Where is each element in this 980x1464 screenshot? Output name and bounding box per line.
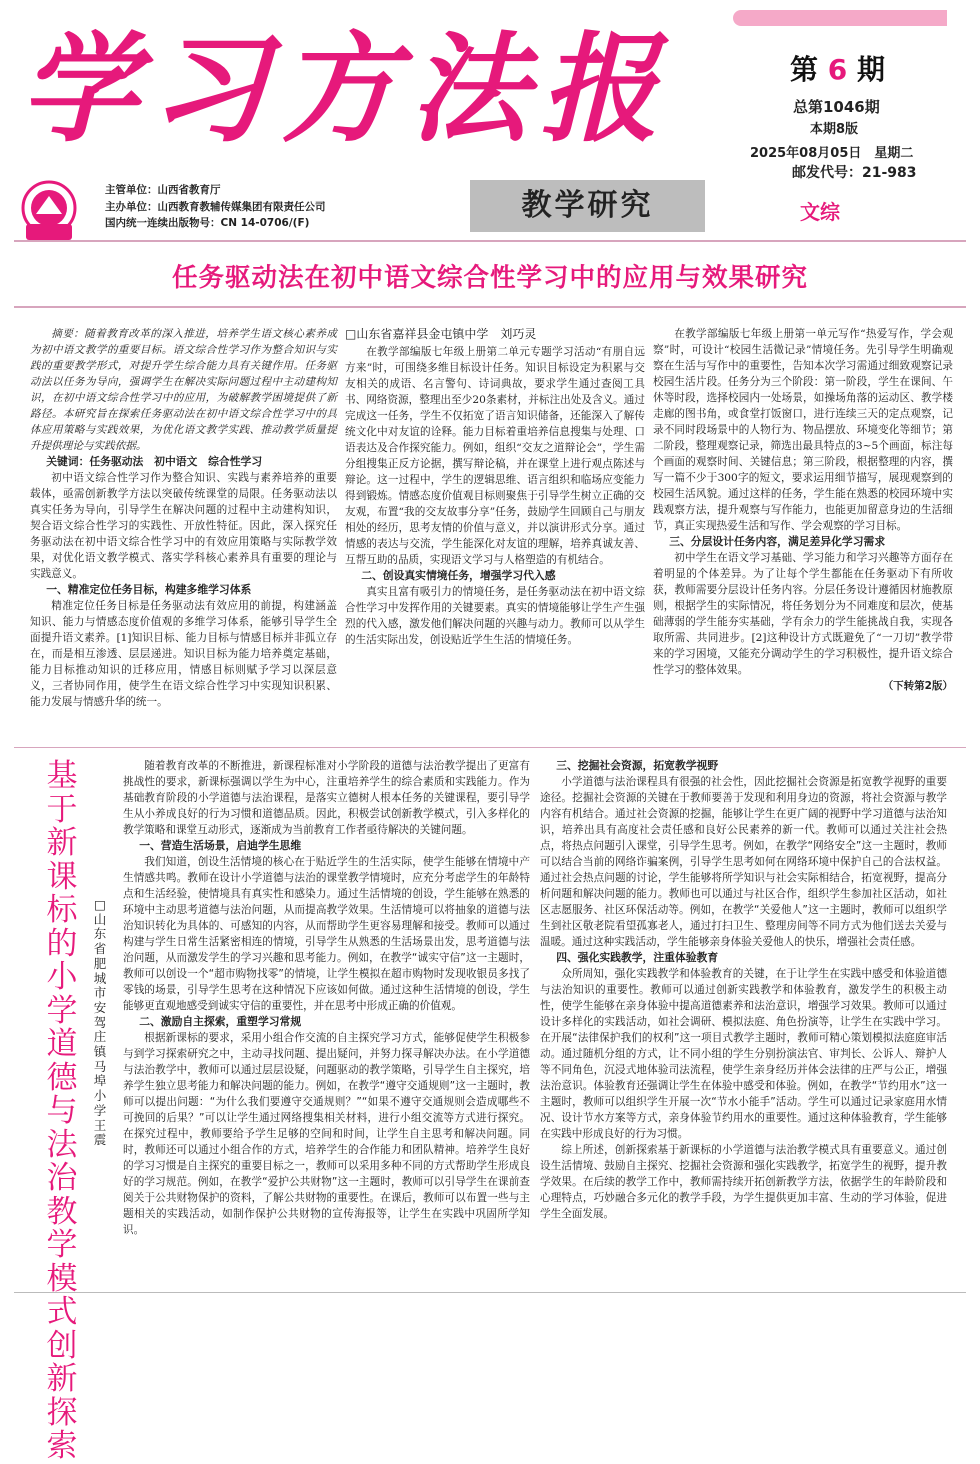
divider <box>14 240 966 242</box>
section-tag: 文综 <box>800 200 840 224</box>
article2-author: □山东省肥城市安驾庄镇马埠小学 王震 <box>93 897 119 1148</box>
org-line-issn: 国内统一连续出版物号：CN 14-0706/(F) <box>105 217 310 229</box>
article1-heading-3: 三、分层设计任务内容，满足差异化学习需求 <box>669 535 886 548</box>
article1-paragraph: 在教学部编版七年级上册第一单元写作“热爱写作，学会观察”时，可设计“校园生活微记录”情境任务。先引导学生明确观察在生活与写作中的重要性，告知本次学习需通过细致观察记录校园生活片段。任务分为三个阶段：第一阶段，学生在课间、午休等时段，选择校园内一处场景，如操场角落的运动区、教学楼走廊的图书角，或食堂打饭窗口，进行连续三天的定点观察，记录不同时段场景中的人物行为、物品摆放、环境变化等细节；第二阶段，整理观察记录，筛选出最具特点的3~5个画面，标注每个画面的观察时间、关键信息；第三阶段，根据整理的内容，撰写一篇不少于300字的短文，要求运用细节描写，展现观察到的校园生活风貌。通过这样的任务，学生能在熟悉的校园环境中实践观察方法，提升观察与写作能力，也能更加留意身边的生活细节，真正实现热爱生活和写作、学会观察的学习目标。 <box>653 328 953 532</box>
article2-paragraph: 根据新课标的要求，采用小组合作交流的自主探究学习方式，能够促使学生积极参与到学习探索研究之中，主动寻找问题、提出疑问，并努力探寻解决办法。在小学道德与法治教学中，教师可以通过层层设疑，问题驱动的教学策略，引导学生自主探究，培养学生独立思考能力和解决问题的能力。例如，在教学“遵守交通规则”这一主题时，教师可以提出问题：“为什么我们要遵守交通规则？”“如果不遵守交通规则会造成哪些不可挽回的后果？”可以让学生通过网络搜集相关材料，进行小组交流等方式进行探究。在探究过程中，教师要给予学生足够的空间和时间，让学生自主思考和解决问题。同时，教师还可以通过小组合作的方式，培养学生的合作能力和团队精神。培养学生良好的学习习惯是自主探究的重要目标之一，教师可以采用多种不同的方式帮助学生形成良好的学习规范。例如，在教学“爱护公共财物”这一主题时，教师可以引导学生在课前查阅关于公共财物保护的资料，了解公共财物的重要性。在课后，教师可以布置一些与主题相关的实践活动，如制作保护公共财物的宣传海报等，让学生在实践中巩固所学知识。 <box>123 1032 530 1236</box>
article2-column-2 <box>540 758 947 1222</box>
section-title: 教学研究 <box>470 180 705 232</box>
article1-abstract: 摘要：随着教育改革的深入推进，培养学生语文核心素养成为初中语文教学的重要目标。语文综合性学习作为整合知识与实践的重要教学形式，对提升学生综合能力具有关键作用。任务驱动法以任务为导向，强调学生在解决实际问题过程中主动建构知识，在初中语文综合性学习中的应用，为破解教学困境提供了新路径。本研究旨在探索任务驱动法在初中语文综合性学习中的具体应用策略与实践效果，为优化语文教学实践、推动教学质量提升提供理论与实践依据。 <box>30 328 337 452</box>
article2-intro: 随着教育改革的不断推进，新课程标准对小学阶段的道德与法治教学提出了更富有挑战性的要求，新课标强调以学生为中心，注重培养学生的综合素质和实践能力。作为基础教育阶段的小学道德与法治课程，是落实立德树人根本任务的关键课程，要引导学生从小养成良好的行为习惯和道德品质。因此，积极尝试创新教学模式，引入多样化的教学策略和课堂互动形式，逐渐成为当前教育工作者亟待解决的关键问题。 <box>123 760 530 836</box>
article1-column-3 <box>653 326 953 694</box>
issue-number: 第 6 期 <box>790 53 886 86</box>
article1-paragraph: 真实且富有吸引力的情境任务，是任务驱动法在初中语文综合性学习中发挥作用的关键要素。真实的情境能够让学生产生强烈的代入感，激发他们解决问题的兴趣与动力。教师可以从学生的生活实际出发，创设贴近学生生活的情境任务。 <box>345 586 645 646</box>
masthead-title: 学习方法报 <box>20 19 671 158</box>
continued-note: （下转第2版） <box>882 680 953 692</box>
article1-column-1 <box>30 326 337 710</box>
article1-paragraph: 精准定位任务目标是任务驱动法有效应用的前提，构建涵盖知识、能力与情感态度价值观的多维学习体系，能够引导学生全面提升语文素养。[1]知识目标、能力目标与情感目标并非孤立存在，而是相互渗透、层层递进。知识目标为能力培养奠定基础，能力目标推动知识的迁移应用，情感目标则赋予学习以深层意义，三者协同作用，使学生在语文综合性学习中实现知识积累、能力发展与情感升华的统一。 <box>30 600 337 708</box>
article1-heading-1: 一、精准定位任务目标，构建多维学习体系 <box>46 583 252 596</box>
article2-paragraph: 小学道德与法治课程具有很强的社会性，因此挖掘社会资源是拓宽教学视野的重要途径。挖掘社会资源的关键在于教师要善于发现和利用身边的资源，将社会资源与教学内容有机结合。通过社会资源的挖掘，能够让学生在更广阔的视野中学习道德与法治知识，培养出具有高度社会责任感和良好公民素养的新一代。教师可以通过关注社会热点，将热点问题引入课堂，引导学生思考。例如，在教学“网络安全”这一主题时，教师可以结合当前的网络诈骗案例，引导学生思考如何在网络环境中保护自己的合法权益。通过社会热点问题的讨论，学生能够将所学知识与社会实际相结合，拓宽视野，提高分析问题和解决问题的能力。教师也可以通过与社区合作，组织学生参加社区活动，如社区志愿服务、社区环保活动等。例如，在教学“关爱他人”这一主题时，教师可以组织学生到社区敬老院看望孤寡老人，通过打扫卫生、整理房间等不同方式为他们送去关爱与温暖。通过这种实践活动，学生能够亲身体验关爱他人的快乐，增强社会责任感。 <box>540 776 947 948</box>
article1-heading-2: 二、创设真实情境任务，增强学习代入感 <box>361 569 556 582</box>
article2-heading-2: 二、激励自主探索，重塑学习常规 <box>139 1015 302 1028</box>
article1-intro: 初中语文综合性学习作为整合知识、实践与素养培养的重要载体，亟需创新教学方法以突破传统课堂的局限。任务驱动法以真实任务为导向，引导学生在解决问题的过程中主动建构知识，契合语文综合性学习的实践性、开放性特征。因此，深入探究任务驱动法在初中语文综合性学习中的有效应用策略与实际教学效果，对优化语文教学模式、落实学科核心素养具有重要的理论与实践意义。 <box>30 472 337 580</box>
article1-paragraph: 在教学部编版七年级上册第二单元专题学习活动“有朋自远方来”时，可围绕多维目标设计任务。知识目标设定为积累与交友相关的成语、名言警句、诗词典故，要求学生通过查阅工具书、网络资源，整理出至少20条素材，并标注出处及含义。通过完成这一任务，学生不仅拓宽了语言知识储备，还能深入了解传统文化中对友谊的诠释。能力目标着重培养信息搜集与处理、口语表达及合作探究能力。例如，组织“交友之道辩论会”，学生需分组搜集正反方论据，撰写辩论稿，并在课堂上进行观点陈述与辩论。这一过程中，学生的逻辑思维、语言组织和临场应变能力得到锻炼。情感态度价值观目标则聚焦于引导学生树立正确的交友观，布置“我的交友故事分享”任务，鼓励学生回顾自己与朋友相处的经历，思考友情的价值与意义，并以演讲形式分享。通过情感的表达与交流，学生能深化对友谊的理解，培养真诚友善、互帮互助的品质，实现语文学习与人格塑造的有机结合。 <box>345 346 645 566</box>
org-line-sponsor: 主办单位：山西教育教辅传媒集团有限责任公司 <box>105 200 326 213</box>
org-line-supervisor: 主管单位：山西省教育厅 <box>105 184 221 196</box>
article1-column-2 <box>345 326 645 648</box>
postal-code: 邮发代号：21-983 <box>792 165 917 181</box>
divider <box>14 1292 966 1293</box>
article2-conclusion: 综上所述，创新探索基于新课标的小学道德与法治教学模式具有重要意义。通过创设生活情境、鼓励自主探究、挖掘社会资源和强化实践教学，拓宽学生的视野，提升教学效果。在后续的教学工作中，教师需持续开拓创新教学方法，依据学生的年龄阶段和心理特点，巧妙融合多元化的教学手段，为学生提供更加丰富、生动的学习体验，促进学生全面发展。 <box>540 1144 947 1220</box>
article2-column-1 <box>123 758 530 1238</box>
edition-count: 本期8版 <box>810 122 859 137</box>
total-issue: 总第1046期 <box>793 98 880 116</box>
article2-paragraph: 我们知道，创设生活情境的核心在于贴近学生的生活实际，使学生能够在情境中产生情感共鸣。教师在设计小学道德与法治的课堂教学情境时，应充分考虑学生的年龄特点和生活经验，使情境具有真实性和感染力。通过生活情境的创设，学生能够在熟悉的环境中主动思考道德与法治问题，从而提高教学效果。生活情境可以将抽象的道德与法治知识转化为具体的、可感知的内容，从而帮助学生更容易理解和接受。教师可以通过构建与学生日常生活紧密相连的情境，引导学生从熟悉的生活场景出发，思考道德与法治问题，从而激发学生的学习兴趣和思考能力。例如，在教学“诚实守信”这一主题时，教师可以创设一个“超市购物找零”的情境，让学生模拟在超市购物时发现收银员多找了零钱的场景，引导学生思考在这种情况下应该如何做。通过这种生活情境的创设，学生能够更直观地感受到诚实守信的重要性，并在思考中形成正确的价值观。 <box>123 856 530 1012</box>
article2-heading-3: 三、挖掘社会资源，拓宽教学视野 <box>556 759 719 772</box>
article1-author: □山东省嘉祥县金屯镇中学 刘巧灵 <box>345 327 537 341</box>
article1-title: 任务驱动法在初中语文综合性学习中的应用与效果研究 <box>171 263 808 293</box>
article2-heading-4: 四、强化实践教学，注重体验教育 <box>556 951 719 964</box>
article2-heading-1: 一、营造生活场景，启迪学生思维 <box>139 839 302 852</box>
article1-keywords: 关键词：任务驱动法 初中语文 综合性学习 <box>46 455 263 468</box>
header-pink-bar <box>733 10 947 26</box>
divider <box>14 306 966 308</box>
divider <box>14 747 966 748</box>
newspaper-logo-icon <box>14 180 84 242</box>
article1-paragraph: 初中学生在语文学习基础、学习能力和学习兴趣等方面存在着明显的个体差异。为了让每个学生都能在任务驱动下有所收获，教师需要分层设计任务内容。分层任务设计遵循因材施教原则，根据学生的实际情况，将任务划分为不同难度和层次，使基础薄弱的学生能夯实基础，学有余力的学生能挑战自我，实现各取所需、共同进步。[2]这种设计方式既避免了“一刀切”教学带来的学习困境，又能充分调动学生的学习积极性，提升语文综合性学习的整体效果。 <box>653 552 953 676</box>
article2-title: 基于新课标的小学道德与法治教学模式创新探索 <box>46 758 78 1464</box>
publisher-info <box>105 182 326 232</box>
publish-date: 2025年08月05日 星期二 <box>750 146 914 161</box>
article2-paragraph: 众所周知，强化实践教学和体验教育的关键，在于让学生在实践中感受和体验道德与法治知识的重要性。教师可以通过创新实践教学和体验教育，激发学生的积极主动性，使学生能够在亲身体验中提高道德素养和法治意识，增强学习效果。教师可以通过设计多样化的实践活动，如社会调研、模拟法庭、角色扮演等，让学生在实践中学习。在开展“法律保护我们的权利”这一项目式教学主题时，教师可精心策划模拟法庭庭审活动。通过随机分组的方式，让不同小组的学生分别扮演法官、审判长、公诉人、辩护人等不同角色，沉浸式地体验司法流程，使学生亲身经历并体会法律的庄严与公正，增强法治意识。体验教育还强调让学生在体验中感受和体验。例如，在教学“节约用水”这一主题时，教师可以组织学生开展一次“节水小能手”活动。学生可以通过记录家庭用水情况、设计节水方案等方式，亲身体验节约用水的重要性。通过这种体验教育，学生能够在实践中形成良好的行为习惯。 <box>540 968 947 1140</box>
